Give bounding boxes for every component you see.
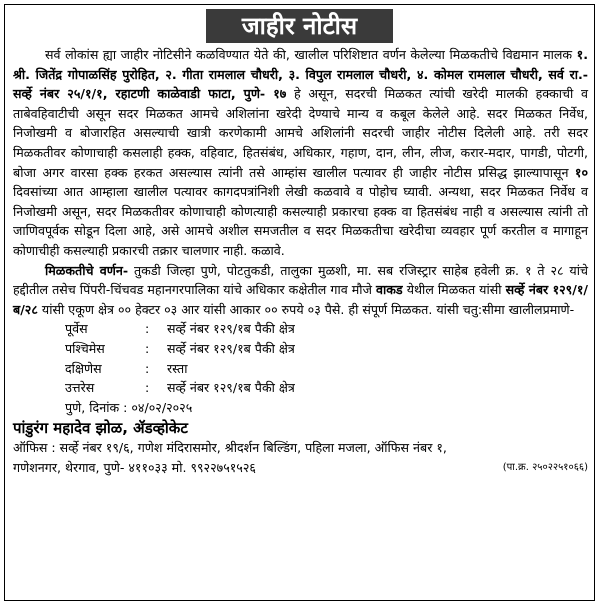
boundary-value: सर्व्हे नंबर १२९/१ब पैकी क्षेत्र (167, 380, 295, 396)
village-name: वाकड (375, 282, 403, 298)
boundary-label: पूर्वेस (65, 321, 88, 337)
notice-body (5, 43, 594, 477)
boundary-row (13, 339, 588, 359)
para2-text2: येथील मिळकत यांसी (402, 282, 506, 298)
boundary-value: सर्व्हे नंबर १२९/१ब पैकी क्षेत्र (167, 321, 295, 337)
advocate-name: पांडुरंग महादेव झोळ, (13, 419, 128, 438)
office-address-line2: गणेशनगर, थेरगाव, पुणे- ४११०३३ मो. ९९२२७५१५२६ (13, 459, 256, 475)
boundary-separator: : (145, 321, 150, 337)
property-heading: मिळकतीचे वर्णन- (45, 262, 129, 278)
boundary-separator: : (145, 380, 150, 396)
advocate-title: ॲडव्होकेट (127, 419, 188, 438)
notice-title: जाहीर नोटीस (206, 9, 393, 43)
boundary-row (13, 319, 588, 339)
notice-days: १० (574, 164, 588, 180)
boundary-separator: : (145, 340, 150, 356)
public-notice (4, 4, 595, 601)
boundary-row (13, 359, 588, 379)
property-description (13, 261, 588, 320)
publication-reference: (पा.क्र. २५०२२५१०६६) (502, 461, 588, 473)
notice-paragraph (13, 45, 588, 261)
boundary-label: दक्षिणेस (65, 360, 102, 376)
advocate-signature (13, 418, 588, 438)
boundary-value: सर्व्हे नंबर १२९/१ब पैकी क्षेत्र (167, 340, 295, 356)
boundary-separator: : (145, 360, 150, 376)
boundary-label: पश्चिमेस (65, 340, 105, 356)
para2-text1: तुकडी जिल्हा पुणे, पोटतुकडी, तालुका मुळशी, मा. सब रजिस्ट्रार साहेब हवेली क्र. १ ते २८ यांचे हद्दीतील तसेच पिंपरी-चिंचवड महानगरपालिका यांचे अधिकार कक्षेतील गाव मौजे (13, 262, 588, 298)
title-wrap (5, 9, 594, 43)
boundary-value: रस्ता (167, 360, 188, 376)
para2-text3: यांसी एकूण क्षेत्र ०० हेक्टर ०३ आर यांसी आकार ०० रुपये ०३ पैसे. ही संपूर्ण मिळकत. यांसी चतु:सीमा खालीलप्रमाणे- (37, 301, 575, 317)
office-address-line2-row (13, 458, 588, 478)
para1-lead: सर्व लोकांस ह्या जाहीर नोटिसीने कळविण्यात येते की, खालील परिशिष्टात वर्णन केलेल्या मिळकतीचे विद्यमान मालक (45, 47, 577, 62)
boundaries-list (13, 319, 588, 397)
owners-details: १. श्री. जितेंद्र गोपाळसिंह पुरोहित, २. गीता रामलाल चौधरी, ३. विपुल रामलाल चौधरी, ४. कोमल रामलाल चौधरी, सर्व रा.- सर्व्हे नंबर २५/१/१, रहाटणी काळेवाडी फाटा, पुणे- १७ (13, 47, 588, 102)
para1-text3: दिवसांच्या आत आम्हाला खालील पत्यावर कागदपत्रांनिशी लेखी कळवावे व पोहोच घ्यावी. अन्यथा, सदर मिळकत निर्वेध व निजोखमी असून, सदर मिळकतीवर कोणाचाही कोणत्याही कसल्याही प्रकारचा हक्क वा हितसंबंध नाही व असल्यास त्यांनी तो जाणिवपूर्वक सोडून दिला आहे, असे आमचे अशील समजतील व सदर मिळकतीचा खरेदीचा व्यवहार पूर्ण करतील व मागाहून कोणाचीही कसल्याही प्रकारची तक्रार चालणार नाही. कळावे. (13, 184, 588, 258)
office-address-line1: ऑफिस : सर्व्हे नंबर १९/६, गणेश मंदिरासमोर, श्रीदर्शन बिल्डिंग, पहिला मजला, ऑफिस नंबर १, (13, 440, 447, 456)
boundary-label: उत्तरेस (65, 380, 95, 396)
boundary-row (13, 378, 588, 398)
para1-text2: हे असून, सदरची मिळकत त्यांची खरेदी मालकी हक्काची व ताबेवहिवाटीची असून सदर मिळकत आमचे अशिलांना खरेदी देण्याचे मान्य व कबूल केलेले आहे. सदर मिळकत निर्वेध, निजोखमी व बोजारहित असल्याची खात्री करणेकामी आमचे अशिलांनी सदरची जाहीर नोटीस दिलेली आहे. तरी सदर मिळकतीवर कोणाचाही कसलाही हक्क, वहिवाट, हितसंबंध, अधिकार, गहाण, दान, लीन, लीज, करार-मदार, पागडी, पोटगी, बोजा अगर वारसा हक्क हरकत असल्यास त्यांनी तसे आम्हांस खालील पत्यावर ही जाहीर नोटीस प्रसिद्ध झाल्यापासून (13, 86, 588, 180)
date-line: पुणे, दिनांक : ०४/०२/२०२५ (65, 399, 193, 415)
survey-number: सर्व्हे नंबर १२९/१/ब/२८ (13, 282, 588, 317)
